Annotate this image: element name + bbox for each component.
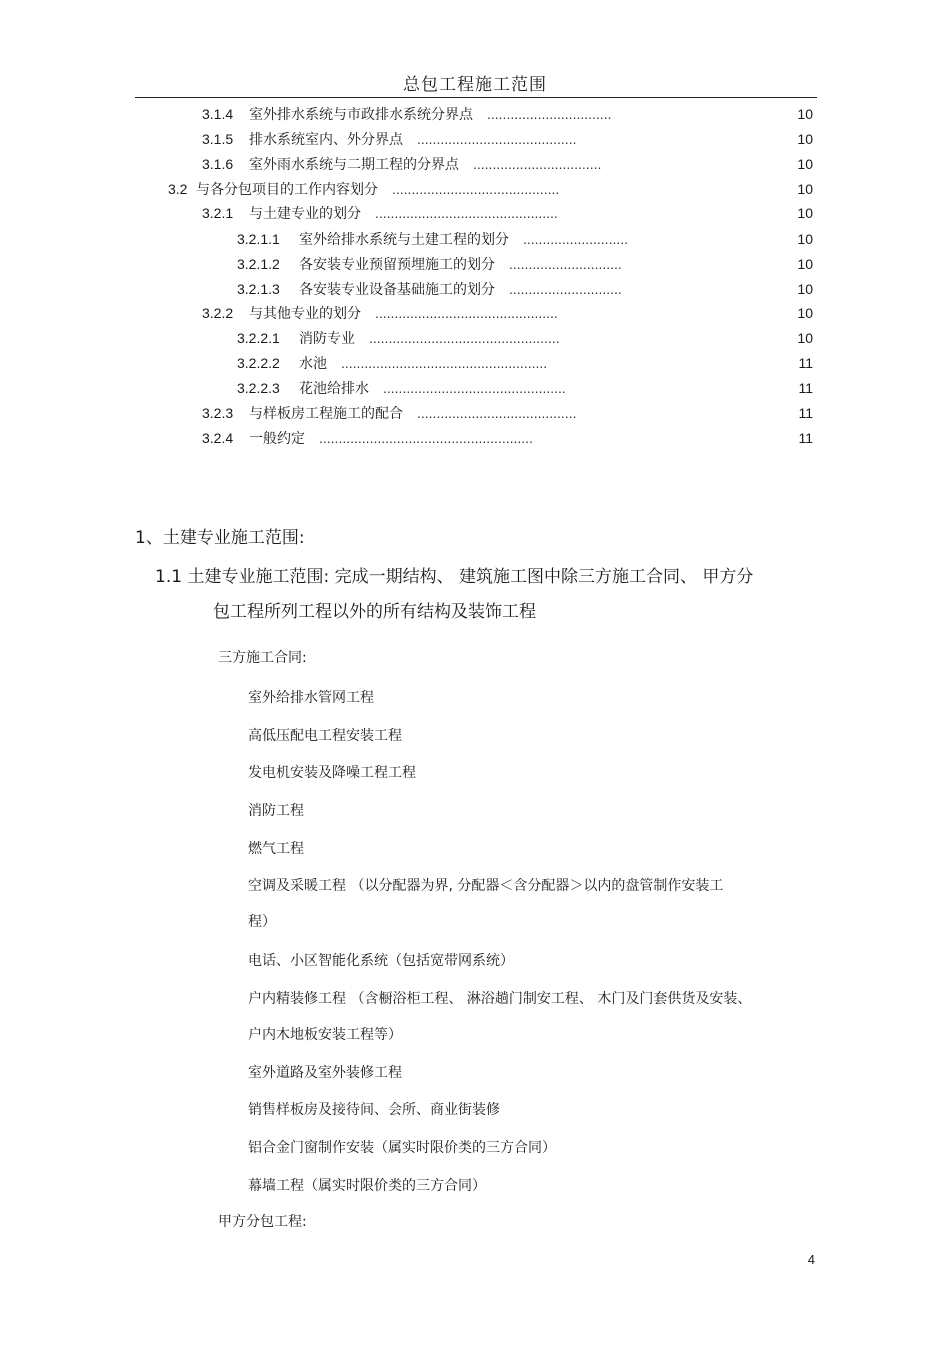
toc-entry-page-number: 10 — [797, 256, 813, 272]
toc-entry-leader-dots: ....................................................... — [319, 430, 533, 446]
toc-entry-page-number: 11 — [798, 405, 813, 421]
contract-item: 燃气工程 — [248, 841, 304, 857]
toc-entry-leader-dots: ............................. — [509, 281, 622, 297]
toc-entry-leader-dots: ......................................... — [417, 405, 577, 421]
toc-entry-leader-dots: ................................ — [487, 106, 612, 122]
owner-subcontract-label: 甲方分包工程: — [218, 1214, 307, 1230]
toc-entry-title: 与土建专业的划分 — [249, 206, 361, 222]
toc-entry-title: 花池给排水 — [299, 381, 369, 397]
toc-entry-page-number: 10 — [797, 156, 813, 172]
toc-entry[interactable] — [202, 427, 533, 449]
toc-entry-number: 3.1.4 — [202, 106, 234, 122]
toc-entry[interactable] — [202, 202, 558, 224]
contract-item: 室外道路及室外装修工程 — [248, 1065, 402, 1081]
toc-entry-leader-dots: ............................. — [509, 256, 622, 272]
toc-entry-page-number: 10 — [797, 281, 813, 297]
toc-entry-number: 3.2.1.3 — [237, 281, 280, 297]
toc-entry-leader-dots: ................................................. — [369, 330, 560, 346]
toc-entry[interactable] — [202, 402, 576, 424]
toc-entry-title: 与样板房工程施工的配合 — [249, 406, 403, 422]
toc-entry-title: 一般约定 — [249, 431, 305, 447]
toc-entry-page-number: 10 — [797, 231, 813, 247]
three-party-contract-label: 三方施工合同: — [218, 650, 307, 666]
toc-entry-title: 消防专业 — [299, 331, 355, 347]
toc-entry[interactable] — [237, 327, 560, 349]
toc-entry[interactable] — [202, 103, 611, 125]
header-divider — [135, 97, 817, 98]
toc-entry-page-number: 11 — [798, 380, 813, 396]
toc-entry-leader-dots: ..................................................... — [341, 355, 548, 371]
toc-entry-leader-dots: ........................................... — [392, 181, 560, 197]
toc-entry-title: 水池 — [299, 356, 327, 372]
toc-entry-number: 3.2.4 — [202, 430, 234, 446]
contract-item: 高低压配电工程安装工程 — [248, 728, 402, 744]
section-heading-1-1-continued: 包工程所列工程以外的所有结构及装饰工程 — [213, 602, 536, 622]
contract-item: 幕墙工程（属实时限价类的三方合同） — [248, 1178, 486, 1194]
contract-item: 消防工程 — [248, 803, 304, 819]
section-heading-1-1: 1.1 土建专业施工范围: 完成一期结构、 建筑施工图中除三方施工合同、 甲方分 — [155, 567, 754, 587]
toc-entry[interactable] — [237, 278, 622, 300]
toc-entry[interactable] — [237, 377, 566, 399]
contract-item: 铝合金门窗制作安装（属实时限价类的三方合同） — [248, 1140, 556, 1156]
page-number: 4 — [807, 1252, 815, 1267]
toc-entry-page-number: 10 — [797, 330, 813, 346]
contract-item: 户内精装修工程 （含橱浴柜工程、 淋浴趟门制安工程、 木门及门套供货及安装、 — [248, 991, 752, 1007]
toc-entry-leader-dots: ......................................... — [417, 131, 577, 147]
toc-entry-title: 室外给排水系统与土建工程的划分 — [299, 232, 509, 248]
toc-entry-leader-dots: ............................................... — [375, 305, 558, 321]
page-header-title: 总包工程施工范围 — [403, 75, 547, 95]
toc-entry-number: 3.2.2 — [202, 305, 234, 321]
toc-entry-title: 各安装专业设备基础施工的划分 — [299, 282, 495, 298]
toc-entry[interactable] — [202, 153, 601, 175]
toc-entry-number: 3.1.5 — [202, 131, 234, 147]
toc-entry[interactable] — [168, 178, 559, 200]
toc-entry-number: 3.2.2.1 — [237, 330, 280, 346]
toc-entry-page-number: 10 — [797, 305, 813, 321]
toc-entry-number: 3.2.1 — [202, 205, 234, 221]
toc-entry[interactable] — [202, 302, 558, 324]
contract-item: 发电机安装及降噪工程工程 — [248, 765, 416, 781]
toc-entry[interactable] — [237, 352, 547, 374]
toc-entry-title: 与各分包项目的工作内容划分 — [196, 182, 378, 198]
toc-entry-number: 3.2.1.2 — [237, 256, 280, 272]
toc-entry-number: 3.1.6 — [202, 156, 234, 172]
contract-item: 销售样板房及接待间、会所、商业街装修 — [248, 1102, 500, 1118]
toc-entry[interactable] — [237, 228, 628, 250]
toc-entry-number: 3.2.1.1 — [237, 231, 280, 247]
contract-item: 电话、小区智能化系统（包括宽带网系统） — [248, 953, 514, 969]
toc-entry-title: 与其他专业的划分 — [249, 306, 361, 322]
toc-entry-page-number: 10 — [797, 205, 813, 221]
toc-entry-title: 室外排水系统与市政排水系统分界点 — [249, 107, 473, 123]
toc-entry-page-number: 11 — [798, 430, 813, 446]
toc-entry-number: 3.2.2.3 — [237, 380, 280, 396]
toc-entry-leader-dots: ............................................... — [383, 380, 566, 396]
toc-entry-number: 3.2 — [168, 181, 188, 197]
toc-entry[interactable] — [202, 128, 576, 150]
contract-item: 户内木地板安装工程等） — [248, 1027, 402, 1043]
toc-entry-title: 排水系统室内、外分界点 — [249, 132, 403, 148]
toc-entry-number: 3.2.2.2 — [237, 355, 280, 371]
contract-item: 室外给排水管网工程 — [248, 690, 374, 706]
toc-entry-page-number: 10 — [797, 181, 813, 197]
toc-entry-title: 各安装专业预留预埋施工的划分 — [299, 257, 495, 273]
toc-entry[interactable] — [237, 253, 622, 275]
toc-entry-leader-dots: ................................. — [473, 156, 602, 172]
toc-entry-leader-dots: ............................................... — [375, 205, 558, 221]
toc-entry-page-number: 10 — [797, 106, 813, 122]
toc-entry-leader-dots: ........................... — [523, 231, 629, 247]
toc-entry-number: 3.2.3 — [202, 405, 234, 421]
toc-entry-title: 室外雨水系统与二期工程的分界点 — [249, 157, 459, 173]
contract-item: 程） — [248, 914, 276, 930]
toc-entry-page-number: 10 — [797, 131, 813, 147]
toc-entry-page-number: 11 — [798, 355, 813, 371]
contract-item: 空调及采暖工程 （以分配器为界, 分配器＜含分配器＞以内的盘管制作安装工 — [248, 878, 724, 894]
section-heading-1: 1、土建专业施工范围: — [135, 528, 305, 548]
